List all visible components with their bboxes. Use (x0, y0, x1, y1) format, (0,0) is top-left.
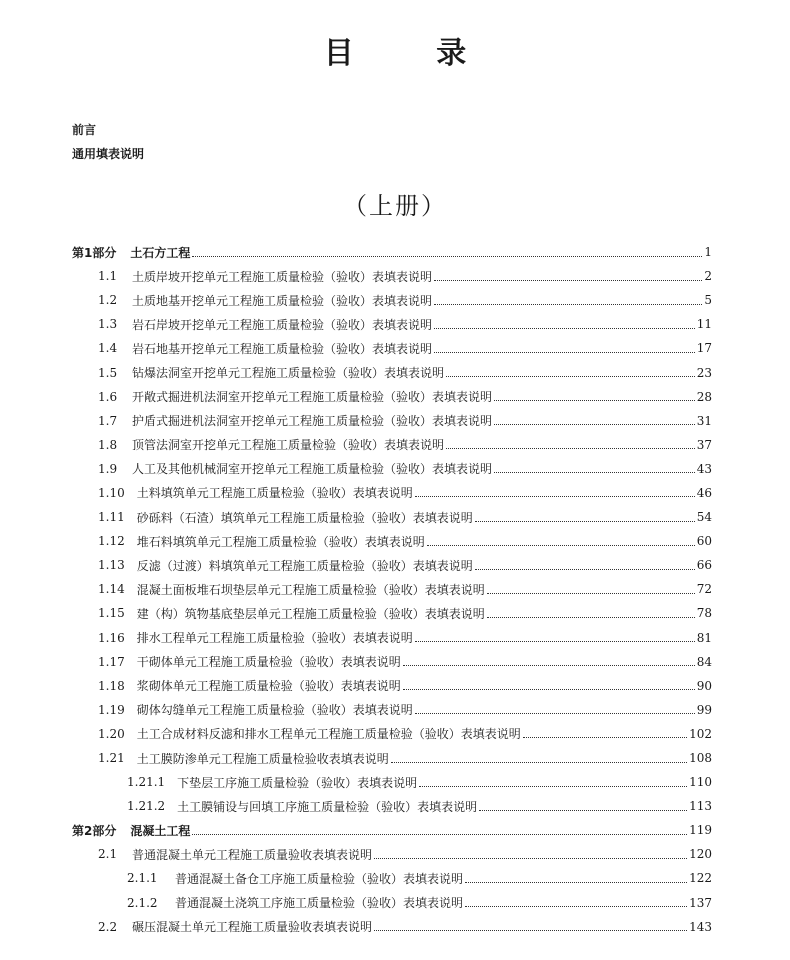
toc-entry-title: 普通混凝土单元工程施工质量验收表填表说明 (132, 847, 373, 862)
toc-entry[interactable] (0, 385, 790, 409)
toc-dot-leader (415, 713, 695, 714)
toc-dot-leader (192, 834, 687, 835)
toc-entry-number: 2.1.2 (127, 895, 158, 910)
toc-entry[interactable] (0, 626, 790, 650)
toc-dot-leader (434, 352, 695, 353)
toc-entry-page-number: 43 (696, 461, 712, 476)
toc-entry[interactable] (0, 433, 790, 457)
toc-entry[interactable] (0, 336, 790, 360)
front-matter-preface[interactable]: 前言 (72, 123, 97, 137)
volume-title: （上册） (343, 192, 447, 220)
toc-entry-number: 1.16 (98, 630, 125, 645)
toc-entry[interactable] (0, 818, 790, 842)
toc-entry-page-number: 113 (689, 799, 712, 814)
toc-entry-number: 1.9 (98, 461, 118, 476)
toc-entry-title: 建（构）筑物基底垫层单元工程施工质量检验（验收）表填表说明 (136, 606, 485, 621)
toc-dot-leader (446, 376, 695, 377)
toc-entry-page-number: 110 (689, 775, 712, 790)
toc-entry-number: 1.21.2 (127, 799, 166, 814)
toc-dot-leader (374, 858, 687, 859)
toc-entry-number: 1.13 (98, 558, 125, 573)
toc-entry[interactable] (0, 288, 790, 312)
toc-entry-page-number: 102 (689, 726, 712, 741)
toc-entry[interactable] (0, 915, 790, 939)
toc-entry-title: 反滤（过渡）料填筑单元工程施工质量检验（验收）表填表说明 (136, 558, 473, 573)
toc-entry-title: 下垫层工序施工质量检验（验收）表填表说明 (177, 775, 418, 790)
toc-entry-page-number: 119 (689, 823, 712, 838)
toc-entry-page-number: 84 (696, 654, 712, 669)
toc-entry-page-number: 31 (696, 413, 712, 428)
toc-dot-leader (465, 906, 687, 907)
toc-entry-number: 1.10 (98, 485, 125, 500)
toc-dot-leader (374, 930, 687, 931)
toc-entry-page-number: 66 (696, 558, 712, 573)
toc-entry-title: 堆石料填筑单元工程施工质量检验（验收）表填表说明 (136, 534, 425, 549)
toc-entry[interactable] (0, 505, 790, 529)
toc-entry-number: 1.19 (98, 702, 125, 717)
toc-entry-number: 1.4 (98, 341, 118, 356)
toc-dot-leader (494, 472, 695, 473)
toc-entry[interactable] (0, 842, 790, 866)
toc-entry-title: 人工及其他机械洞室开挖单元工程施工质量检验（验收）表填表说明 (132, 462, 493, 477)
toc-dot-leader (419, 786, 687, 787)
toc-entry-number: 1.18 (98, 678, 125, 693)
toc-entry-number: 1.7 (98, 413, 118, 428)
toc-entry-page-number: 60 (696, 534, 712, 549)
toc-dot-leader (427, 545, 695, 546)
toc-entry-title: 砂砾料（石渣）填筑单元工程施工质量检验（验收）表填表说明 (136, 510, 473, 525)
toc-dot-leader (434, 328, 695, 329)
toc-entry[interactable] (0, 553, 790, 577)
toc-dot-leader (403, 689, 695, 690)
toc-entry-number: 1.6 (98, 389, 118, 404)
toc-entry-page-number: 54 (696, 510, 712, 525)
toc-entry-number: 1.5 (98, 365, 118, 380)
toc-entry-number: 1.15 (98, 606, 125, 621)
toc-dot-leader (479, 810, 687, 811)
toc-entry[interactable] (0, 601, 790, 625)
toc-entry[interactable] (0, 577, 790, 601)
toc-entry[interactable] (0, 866, 790, 890)
toc-entry-page-number: 143 (689, 919, 712, 934)
toc-entry-page-number: 81 (696, 630, 712, 645)
table-of-contents (0, 240, 790, 939)
toc-entry-page-number: 2 (704, 269, 712, 284)
toc-entry-page-number: 99 (696, 702, 712, 717)
toc-entry-page-number: 11 (696, 317, 712, 332)
toc-entry-number: 1.8 (98, 437, 118, 452)
toc-entry-title: 普通混凝土备仓工序施工质量检验（验收）表填表说明 (175, 871, 464, 886)
toc-entry-title: 土工膜防渗单元工程施工质量检验收表填表说明 (136, 751, 389, 766)
toc-entry-page-number: 1 (704, 245, 712, 260)
toc-entry-title: 土质地基开挖单元工程施工质量检验（验收）表填表说明 (132, 293, 433, 308)
toc-entry-page-number: 108 (689, 751, 712, 766)
toc-entry-page-number: 78 (696, 606, 712, 621)
toc-entry-title: 混凝土工程 (130, 823, 191, 838)
toc-entry-title: 土石方工程 (130, 245, 191, 260)
toc-entry[interactable] (0, 722, 790, 746)
toc-dot-leader (415, 641, 695, 642)
toc-entry-page-number: 46 (696, 485, 712, 500)
toc-entry-page-number: 28 (696, 389, 712, 404)
toc-entry-title: 土料填筑单元工程施工质量检验（验收）表填表说明 (136, 486, 413, 501)
toc-entry-title: 干砌体单元工程施工质量检验（验收）表填表说明 (136, 655, 401, 670)
toc-dot-leader (475, 521, 695, 522)
toc-entry-title: 岩石岸坡开挖单元工程施工质量检验（验收）表填表说明 (132, 317, 433, 332)
toc-entry[interactable] (0, 770, 790, 794)
toc-entry[interactable] (0, 650, 790, 674)
toc-entry-number: 2.1.1 (127, 871, 158, 886)
toc-dot-leader (487, 617, 695, 618)
toc-entry[interactable] (0, 674, 790, 698)
toc-entry-title: 普通混凝土浇筑工序施工质量检验（验收）表填表说明 (175, 896, 464, 911)
toc-entry[interactable] (0, 312, 790, 336)
toc-dot-leader (403, 665, 695, 666)
toc-entry-title: 开敞式掘进机法洞室开挖单元工程施工质量检验（验收）表填表说明 (132, 390, 493, 405)
toc-entry-title: 浆砌体单元工程施工质量检验（验收）表填表说明 (136, 679, 401, 694)
toc-entry-title: 钻爆法洞室开挖单元工程施工质量检验（验收）表填表说明 (132, 366, 445, 381)
toc-entry-page-number: 72 (696, 582, 712, 597)
toc-entry-page-number: 90 (696, 678, 712, 693)
toc-entry-page-number: 23 (696, 365, 712, 380)
toc-entry-number: 第1部分 (72, 245, 117, 260)
toc-entry-title: 砌体勾缝单元工程施工质量检验（验收）表填表说明 (136, 703, 413, 718)
toc-entry-number: 1.17 (98, 654, 125, 669)
toc-entry-title: 土工合成材料反滤和排水工程单元工程施工质量检验（验收）表填表说明 (136, 727, 521, 742)
toc-entry-page-number: 120 (689, 847, 712, 862)
toc-entry[interactable] (0, 409, 790, 433)
toc-entry[interactable] (0, 360, 790, 384)
toc-entry-number: 第2部分 (72, 823, 117, 838)
toc-dot-leader (487, 593, 695, 594)
toc-entry-title: 顶管法洞室开挖单元工程施工质量检验（验收）表填表说明 (132, 438, 445, 453)
toc-dot-leader (465, 882, 687, 883)
toc-dot-leader (434, 280, 702, 281)
toc-entry[interactable] (0, 529, 790, 553)
toc-dot-leader (446, 448, 695, 449)
toc-entry-number: 2.1 (98, 847, 118, 862)
toc-entry[interactable] (0, 698, 790, 722)
toc-entry-title: 土质岸坡开挖单元工程施工质量检验（验收）表填表说明 (132, 269, 433, 284)
page-title: 目 录 (323, 36, 503, 71)
toc-dot-leader (494, 400, 695, 401)
toc-entry[interactable] (0, 794, 790, 818)
toc-entry-number: 1.21 (98, 751, 125, 766)
toc-entry[interactable] (0, 457, 790, 481)
toc-entry[interactable] (0, 746, 790, 770)
toc-entry-page-number: 122 (689, 871, 712, 886)
toc-entry-page-number: 37 (696, 437, 712, 452)
toc-dot-leader (494, 424, 695, 425)
toc-dot-leader (475, 569, 695, 570)
toc-dot-leader (434, 304, 702, 305)
toc-entry-number: 1.12 (98, 534, 125, 549)
toc-dot-leader (391, 762, 687, 763)
front-matter-general-instructions[interactable]: 通用填表说明 (72, 147, 145, 161)
toc-entry-number: 1.11 (98, 510, 125, 525)
toc-entry-title: 排水工程单元工程施工质量检验（验收）表填表说明 (136, 631, 413, 646)
toc-entry-number: 1.1 (98, 269, 118, 284)
toc-entry[interactable] (0, 264, 790, 288)
toc-entry-number: 1.3 (98, 317, 118, 332)
toc-entry-number: 1.2 (98, 293, 118, 308)
toc-entry[interactable] (0, 240, 790, 264)
toc-dot-leader (415, 496, 695, 497)
toc-entry-number: 1.14 (98, 582, 125, 597)
toc-entry-title: 护盾式掘进机法洞室开挖单元工程施工质量检验（验收）表填表说明 (132, 414, 493, 429)
toc-entry-title: 碾压混凝土单元工程施工质量验收表填表说明 (132, 920, 373, 935)
toc-entry-number: 1.21.1 (127, 775, 166, 790)
toc-dot-leader (523, 737, 687, 738)
toc-entry-page-number: 137 (689, 895, 712, 910)
toc-dot-leader (192, 256, 702, 257)
toc-entry-page-number: 17 (696, 341, 712, 356)
toc-entry-title: 混凝土面板堆石坝垫层单元工程施工质量检验（验收）表填表说明 (136, 582, 485, 597)
toc-entry-page-number: 5 (704, 293, 712, 308)
toc-entry-number: 2.2 (98, 919, 118, 934)
toc-entry[interactable] (0, 481, 790, 505)
toc-entry-title: 岩石地基开挖单元工程施工质量检验（验收）表填表说明 (132, 341, 433, 356)
toc-entry[interactable] (0, 891, 790, 915)
toc-entry-number: 1.20 (98, 726, 125, 741)
toc-entry-title: 土工膜铺设与回填工序施工质量检验（验收）表填表说明 (177, 799, 478, 814)
